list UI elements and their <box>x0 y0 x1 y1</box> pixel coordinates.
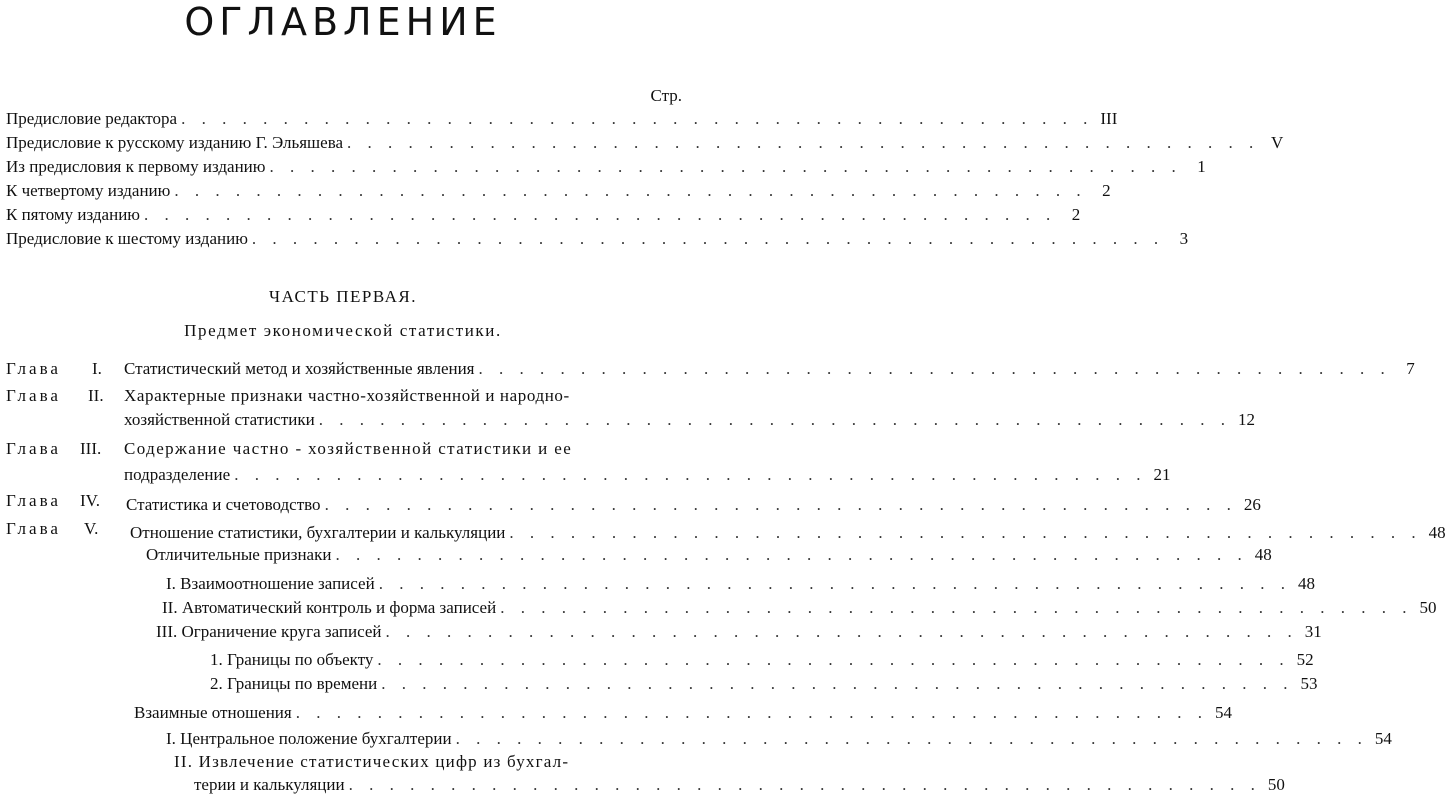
leader-dots: . . . . . . . . . . . . . . . . . . . . . . . . . . . . . . . . . . . . . . . . . . . . . <box>478 359 1391 378</box>
page-column-label: Стр. <box>650 86 682 105</box>
toc-entry-title: Из предисловия к первому изданию <box>6 157 266 176</box>
toc-entry[interactable] <box>6 107 1118 131</box>
subentry-page: 50 <box>1419 598 1437 617</box>
subentry-title: I. Взаимоотношение записей <box>166 574 375 593</box>
subentry-page: 50 <box>1267 775 1285 794</box>
leader-dots: . . . . . . . . . . . . . . . . . . . . . . . . . . . . . . . . . . . . . . . . . . . . . <box>347 133 1260 152</box>
leader-dots: . . . . . . . . . . . . . . . . . . . . . . . . . . . . . . . . . . . . . . . . . . . . . <box>378 574 1291 593</box>
toc-entry-title: Предисловие редактора <box>6 109 178 128</box>
toc-entry-page: V <box>1271 133 1284 152</box>
chapter-number: IV. <box>80 491 100 510</box>
chapter-entry[interactable] <box>124 463 1171 487</box>
chapter-title: хозяйственной статистики <box>124 410 315 429</box>
leader-dots: . . . . . . . . . . . . . . . . . . . . . . . . . . . . . . . . . . . . . . . . . . . . . <box>335 545 1248 564</box>
chapter-page: 12 <box>1237 410 1255 429</box>
subentry-title: I. Центральное положение бухгалтерии <box>166 729 452 748</box>
subject-heading: Предмет экономической статистики. <box>184 321 502 340</box>
chapter-label: Глава <box>6 519 61 538</box>
toc-subentry[interactable] <box>210 672 1318 696</box>
subentry-title: Отличительные признаки <box>146 545 332 564</box>
toc-entry-title: Предисловие к шестому изданию <box>6 229 248 248</box>
toc-subentry[interactable] <box>162 596 1437 620</box>
toc-entry[interactable] <box>6 131 1284 155</box>
chapter-page: 26 <box>1243 495 1261 514</box>
leader-dots: . . . . . . . . . . . . . . . . . . . . . . . . . . . . . . . . . . . . . . . . . . . . . <box>269 157 1182 176</box>
subentry-page: 54 <box>1374 729 1392 748</box>
chapter-number: V. <box>84 519 99 538</box>
leader-dots: . . . . . . . . . . . . . . . . . . . . . . . . . . . . . . . . . . . . . . . . . . . . . <box>144 205 1057 224</box>
toc-subentry[interactable] <box>156 620 1322 644</box>
subentry-title: 2. Границы по времени <box>210 674 378 693</box>
chapter-number: I. <box>92 359 102 378</box>
subentry-title[interactable]: II. Извлечение статистических цифр из бухгал- <box>174 752 570 771</box>
toc-subentry[interactable] <box>194 773 1285 797</box>
page-title: ОГЛАВЛЕНИЕ <box>184 0 502 44</box>
toc-entry-page: 2 <box>1071 205 1081 224</box>
toc-entry-page: 3 <box>1179 229 1189 248</box>
toc-entry-title: К пятому изданию <box>6 205 140 224</box>
chapter-title: подразделение <box>124 465 231 484</box>
toc-entry[interactable] <box>6 203 1081 227</box>
subentry-page: 48 <box>1254 545 1272 564</box>
subentry-title: терии и калькуляции <box>194 775 345 794</box>
chapter-entry[interactable] <box>124 408 1255 432</box>
toc-entry[interactable] <box>6 227 1189 251</box>
toc-entry-title: К четвертому изданию <box>6 181 171 200</box>
subentry-title: II. Автоматический контроль и форма записей <box>162 598 497 617</box>
subentry-title: 1. Границы по объекту <box>210 650 374 669</box>
toc-subentry[interactable] <box>146 543 1272 567</box>
leader-dots: . . . . . . . . . . . . . . . . . . . . . . . . . . . . . . . . . . . . . . . . . . . . . <box>318 410 1231 429</box>
chapter-number: II. <box>88 386 104 405</box>
toc-entry[interactable] <box>6 155 1206 179</box>
leader-dots: . . . . . . . . . . . . . . . . . . . . . . . . . . . . . . . . . . . . . . . . . . . . . <box>381 674 1294 693</box>
chapter-label: Глава <box>6 439 61 458</box>
subentry-title: Взаимные отношения <box>134 703 292 722</box>
chapter-title: Отношение статистики, бухгалтерии и калькуляции <box>130 523 506 542</box>
chapter-page: 21 <box>1153 465 1171 484</box>
part-heading: ЧАСТЬ ПЕРВАЯ. <box>269 287 417 306</box>
chapter-title[interactable]: Содержание частно - хозяйственной статистики и ее <box>124 439 573 458</box>
chapter-entry[interactable] <box>130 521 1446 545</box>
leader-dots: . . . . . . . . . . . . . . . . . . . . . . . . . . . . . . . . . . . . . . . . . . . . . <box>295 703 1208 722</box>
toc-subentry[interactable] <box>166 727 1392 751</box>
subentry-page: 31 <box>1304 622 1322 641</box>
chapter-title: Статистический метод и хозяйственные явления <box>124 359 475 378</box>
chapter-label: Глава <box>6 386 61 405</box>
toc-entry-page: 1 <box>1197 157 1206 176</box>
leader-dots: . . . . . . . . . . . . . . . . . . . . . . . . . . . . . . . . . . . . . . . . . . . . . <box>385 622 1298 641</box>
chapter-entry[interactable] <box>124 357 1415 381</box>
chapter-number: III. <box>80 439 102 458</box>
leader-dots: . . . . . . . . . . . . . . . . . . . . . . . . . . . . . . . . . . . . . . . . . . . . . <box>500 598 1413 617</box>
toc-subentry[interactable] <box>166 572 1315 596</box>
toc-subentry[interactable] <box>210 648 1314 672</box>
subentry-page: 52 <box>1296 650 1314 669</box>
leader-dots: . . . . . . . . . . . . . . . . . . . . . . . . . . . . . . . . . . . . . . . . . . . . . <box>234 465 1147 484</box>
toc-entry-page: III <box>1100 109 1118 128</box>
leader-dots: . . . . . . . . . . . . . . . . . . . . . . . . . . . . . . . . . . . . . . . . . . . . . <box>377 650 1290 669</box>
leader-dots: . . . . . . . . . . . . . . . . . . . . . . . . . . . . . . . . . . . . . . . . . . . . . <box>181 109 1094 128</box>
leader-dots: . . . . . . . . . . . . . . . . . . . . . . . . . . . . . . . . . . . . . . . . . . . . . <box>251 229 1165 248</box>
subentry-page: 53 <box>1300 674 1318 693</box>
leader-dots: . . . . . . . . . . . . . . . . . . . . . . . . . . . . . . . . . . . . . . . . . . . . . <box>174 181 1087 200</box>
subentry-title: III. Ограничение круга записей <box>156 622 382 641</box>
chapter-page: 7 <box>1406 359 1415 378</box>
leader-dots: . . . . . . . . . . . . . . . . . . . . . . . . . . . . . . . . . . . . . . . . . . . . . <box>348 775 1261 794</box>
toc-entry-page: 2 <box>1102 181 1111 200</box>
toc-subentry[interactable] <box>134 701 1232 725</box>
chapter-entry[interactable] <box>126 493 1261 517</box>
subentry-page: 48 <box>1297 574 1315 593</box>
leader-dots: . . . . . . . . . . . . . . . . . . . . . . . . . . . . . . . . . . . . . . . . . . . . . <box>509 523 1422 542</box>
chapter-title[interactable]: Характерные признаки частно-хозяйственной и народно- <box>124 386 570 405</box>
chapter-label: Глава <box>6 491 61 510</box>
toc-entry-title: Предисловие к русскому изданию Г. Эльяшева <box>6 133 344 152</box>
leader-dots: . . . . . . . . . . . . . . . . . . . . . . . . . . . . . . . . . . . . . . . . . . . . . <box>455 729 1368 748</box>
chapter-label: Глава <box>6 359 61 378</box>
chapter-title: Статистика и счетоводство <box>126 495 321 514</box>
toc-entry[interactable] <box>6 179 1111 203</box>
leader-dots: . . . . . . . . . . . . . . . . . . . . . . . . . . . . . . . . . . . . . . . . . . . . . <box>324 495 1237 514</box>
chapter-page: 48 <box>1428 523 1446 542</box>
subentry-page: 54 <box>1214 703 1232 722</box>
